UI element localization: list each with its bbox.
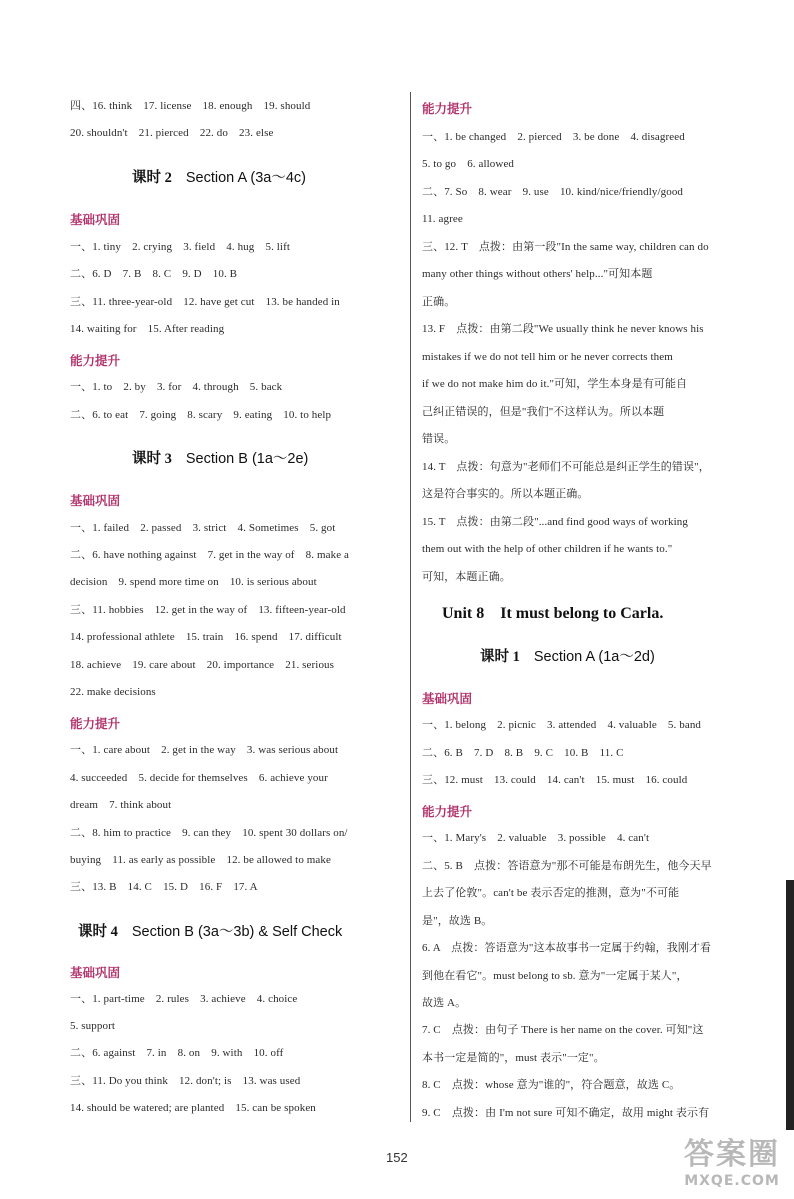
answer-line: 二、7. So 8. wear 9. use 10. kind/nice/friendly/good (422, 186, 684, 198)
answer-line: 一、1. belong 2. picnic 3. attended 4. valuable 5. band (422, 719, 702, 731)
answer-line: 5. support (70, 1020, 115, 1032)
answer-line: them out with the help of other children if he wants to." (422, 543, 673, 555)
answer-line: 22. make decisions (70, 686, 156, 698)
column-divider (410, 92, 411, 1122)
section-label-ability: 能力提升 (422, 101, 473, 116)
answer-line: 三、12. must 13. could 14. can't 15. must 16. could (422, 774, 688, 786)
answer-line: 二、6. against 7. in 8. on 9. with 10. off (70, 1047, 284, 1059)
watermark-logo (684, 1129, 780, 1189)
answer-line: 14. should be watered; are planted 15. can be spoken (70, 1102, 316, 1114)
section-label-basic: 基础巩固 (70, 965, 121, 980)
answer-line: 二、6. B 7. D 8. B 9. C 10. B 11. C (422, 747, 624, 759)
answer-line: 上去了伦敦"。can't be 表示否定的推测，意为"不可能 (422, 887, 680, 899)
answer-line: 二、6. to eat 7. going 8. scary 9. eating 10. to help (70, 409, 332, 421)
answer-line: if we do not make him do it."可知，学生本身是有可能自 (422, 378, 688, 390)
lesson-heading-3: 课时 3 Section B (1a～2e) (132, 451, 309, 467)
answer-line: 一、1. be changed 2. pierced 3. be done 4. disagreed (422, 131, 685, 143)
answer-line: 正确。 (422, 296, 456, 308)
answer-line: 这是符合事实的。所以本题正确。 (422, 488, 589, 500)
section-label-ability: 能力提升 (70, 353, 121, 368)
section-label-ability: 能力提升 (422, 804, 473, 819)
answer-line: 二、6. have nothing against 7. get in the way of 8. make a (70, 549, 350, 561)
answer-line: 三、11. Do you think 12. don't; is 13. was used (70, 1075, 301, 1087)
lesson-heading-u8-1: 课时 1 Section A (1a～2d) (480, 649, 655, 665)
answer-line: 9. C 点拨：由 I'm not sure 可知不确定，故用 might 表示有 (422, 1107, 710, 1119)
answer-line: 三、11. hobbies 12. get in the way of 13. fifteen-year-old (70, 604, 346, 616)
answer-line: buying 11. as early as possible 12. be allowed to make (70, 854, 331, 866)
answer-line: 故选 A。 (422, 997, 467, 1009)
answer-line: 11. agree (422, 213, 463, 225)
answer-line: 一、1. failed 2. passed 3. strict 4. Sometimes 5. got (70, 522, 336, 534)
answer-line: many other things without others' help..."可知本题 (422, 268, 653, 280)
unit-title: Unit 8 It must belong to Carla. (442, 605, 664, 622)
answer-line: 一、1. care about 2. get in the way 3. was serious about (70, 744, 339, 756)
answer-line: decision 9. spend more time on 10. is serious about (70, 576, 317, 588)
answer-line: 到他在看它"。must belong to sb. 意为"一定属于某人"， (422, 970, 688, 982)
page-edge-shadow (786, 880, 794, 1130)
answer-line: 二、8. him to practice 9. can they 10. spent 30 dollars on/ (70, 827, 348, 839)
answer-line: 三、13. B 14. C 15. D 16. F 17. A (70, 881, 258, 893)
answer-line: 本书一定是简的"，must 表示"一定"。 (422, 1052, 605, 1064)
section-label-basic: 基础巩固 (70, 212, 121, 227)
section-label-basic: 基础巩固 (70, 493, 121, 508)
answer-line: 一、1. to 2. by 3. for 4. through 5. back (70, 381, 283, 393)
answer-line: dream 7. think about (70, 799, 172, 811)
answer-line: 二、5. B 点拨：答语意为"那不可能是布朗先生，他今天早 (422, 860, 712, 872)
answer-line: 18. achieve 19. care about 20. importance 21. serious (70, 659, 335, 671)
lesson-heading-4: 课时 4 Section B (3a～3b) & Self Check (78, 924, 343, 940)
answer-line: 三、12. T 点拨：由第一段"In the same way, children can do (422, 241, 709, 253)
answer-line: 可知，本题正确。 (422, 571, 511, 583)
answer-line: 是"，故选 B。 (422, 915, 493, 927)
answer-line: 一、1. part-time 2. rules 3. achieve 4. choice (70, 993, 298, 1005)
answer-line: 15. T 点拨：由第二段"...and find good ways of working (422, 516, 688, 528)
answer-line: 错误。 (422, 433, 456, 445)
section-label-ability: 能力提升 (70, 716, 121, 731)
answer-line: 20. shouldn't 21. pierced 22. do 23. else (70, 127, 274, 139)
answer-line: 8. C 点拨：whose 意为"谁的"，符合题意，故选 C。 (422, 1079, 681, 1091)
answer-line: mistakes if we do not tell him or he never corrects them (422, 351, 673, 363)
answer-line: 四、16. think 17. license 18. enough 19. should (70, 100, 311, 112)
answer-line: 三、11. three-year-old 12. have get cut 13. be handed in (70, 296, 340, 308)
answer-line: 一、1. tiny 2. crying 3. field 4. hug 5. lift (70, 241, 291, 253)
section-label-basic: 基础巩固 (422, 691, 473, 706)
watermark-text: 答案圈 (684, 1137, 780, 1172)
answer-line: 7. C 点拨：由句子 There is her name on the cover. 可知"这 (422, 1024, 704, 1036)
answer-line: 一、1. Mary's 2. valuable 3. possible 4. can't (422, 832, 650, 844)
answer-line: 5. to go 6. allowed (422, 158, 515, 170)
answer-line: 13. F 点拨：由第二段"We usually think he never knows his (422, 323, 704, 335)
answer-line: 14. professional athlete 15. train 16. spend 17. difficult (70, 631, 342, 643)
answer-line: 14. waiting for 15. After reading (70, 323, 225, 335)
answer-line: 14. T 点拨：句意为"老师们不可能总是纠正学生的错误"， (422, 461, 710, 473)
answer-line: 6. A 点拨：答语意为"这本故事书一定属于约翰，我刚才看 (422, 942, 712, 954)
answer-line: 己纠正错误的，但是"我们"不这样认为。所以本题 (422, 406, 665, 418)
answer-line: 4. succeeded 5. decide for themselves 6. achieve your (70, 772, 328, 784)
answer-line: 二、6. D 7. B 8. C 9. D 10. B (70, 268, 238, 280)
page-number: 152 (386, 1150, 408, 1165)
watermark-url: MXQE.COM (684, 1173, 780, 1189)
lesson-heading-2: 课时 2 Section A (3a～4c) (132, 170, 306, 186)
